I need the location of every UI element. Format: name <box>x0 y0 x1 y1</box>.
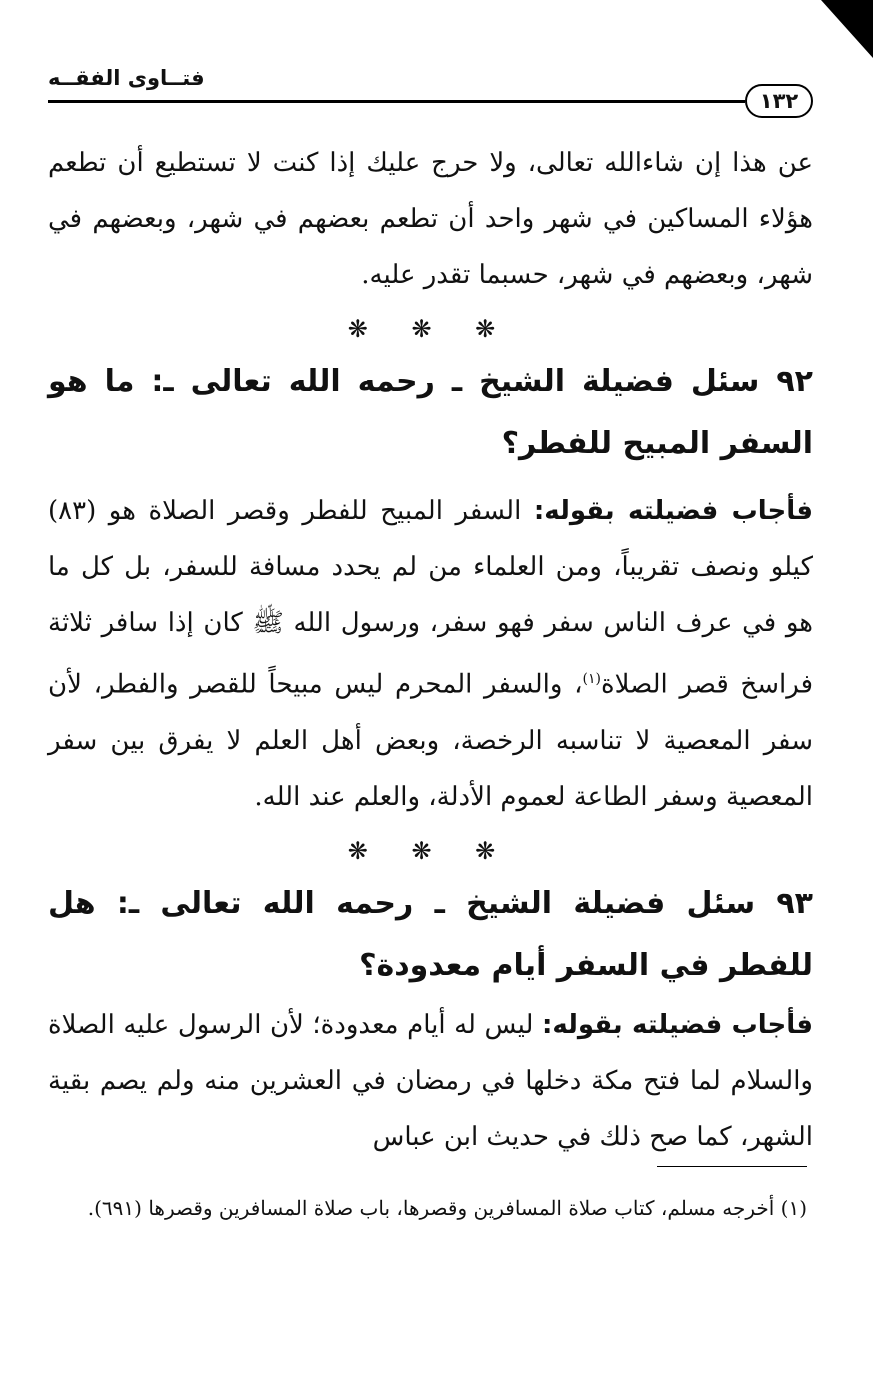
section-separator: ❋ ❋ ❋ <box>347 315 514 343</box>
answer-93 <box>48 997 813 1165</box>
intro-paragraph: عن هذا إن شاءالله تعالى، ولا حرج عليك إذا كنت لا تستطيع أن تطعم هؤلاء المساكين في شهر واحد أن تطعم بعضهم في شهر، وبعضهم في شهر، وبعضهم في شهر، حسبما تقدر عليه. <box>48 148 813 290</box>
page-corner-mark <box>821 0 873 58</box>
question-93-heading: ٩٣ سئل فضيلة الشيخ ـ رحمه الله تعالى ـ: هل للفطر في السفر أيام معدودة؟ <box>48 885 813 983</box>
section-separator: ❋ ❋ ❋ <box>347 836 514 865</box>
answer-92 <box>48 483 813 825</box>
answer-lead: فأجاب فضيلته بقوله: <box>541 1009 813 1040</box>
running-title: فتــاوى الفقــه <box>48 66 205 90</box>
answer-text-continued: ، والسفر المحرم ليس مبيحاً للقصر والفطر، لأن سفر المعصية لا تناسبه الرخصة، وبعض أهل العلم لا يفرق بين سفر المعصية وسفر الطاعة لعموم الأدلة، والعلم عند الله. <box>48 669 813 812</box>
page-number: ١٣٢ <box>745 84 813 118</box>
footnote: (١) أخرجه مسلم، كتاب صلاة المسافرين وقصرها، باب صلاة المسافرين وقصرها (٦٩١). <box>87 1196 807 1220</box>
page-content <box>48 135 813 1165</box>
question-92-heading: ٩٢ سئل فضيلة الشيخ ـ رحمه الله تعالى ـ: ما هو السفر المبيح للفطر؟ <box>48 364 813 461</box>
page-header <box>48 60 813 120</box>
answer-text: السفر المبيح للفطر وقصر الصلاة هو (٨٣) كيلو ونصف تقريباً، ومن العلماء من لم يحدد مسافة للسفر، بل كل ما هو في عرف الناس سفر فهو سفر، ورسول الله ﷺ كان إذا سافر ثلاثة فراسخ قصر الصلاة <box>48 496 813 700</box>
footnote-rule <box>657 1166 807 1167</box>
header-rule <box>48 100 745 103</box>
footnote-reference[interactable]: (١) <box>582 671 601 687</box>
answer-text: ليس له أيام معدودة؛ لأن الرسول عليه الصلاة والسلام لما فتح مكة دخلها في رمضان في العشرين منه ولم يصم بقية الشهر، كما صح ذلك في حديث ابن عباس <box>48 1009 813 1152</box>
answer-lead: فأجاب فضيلته بقوله: <box>533 496 813 526</box>
